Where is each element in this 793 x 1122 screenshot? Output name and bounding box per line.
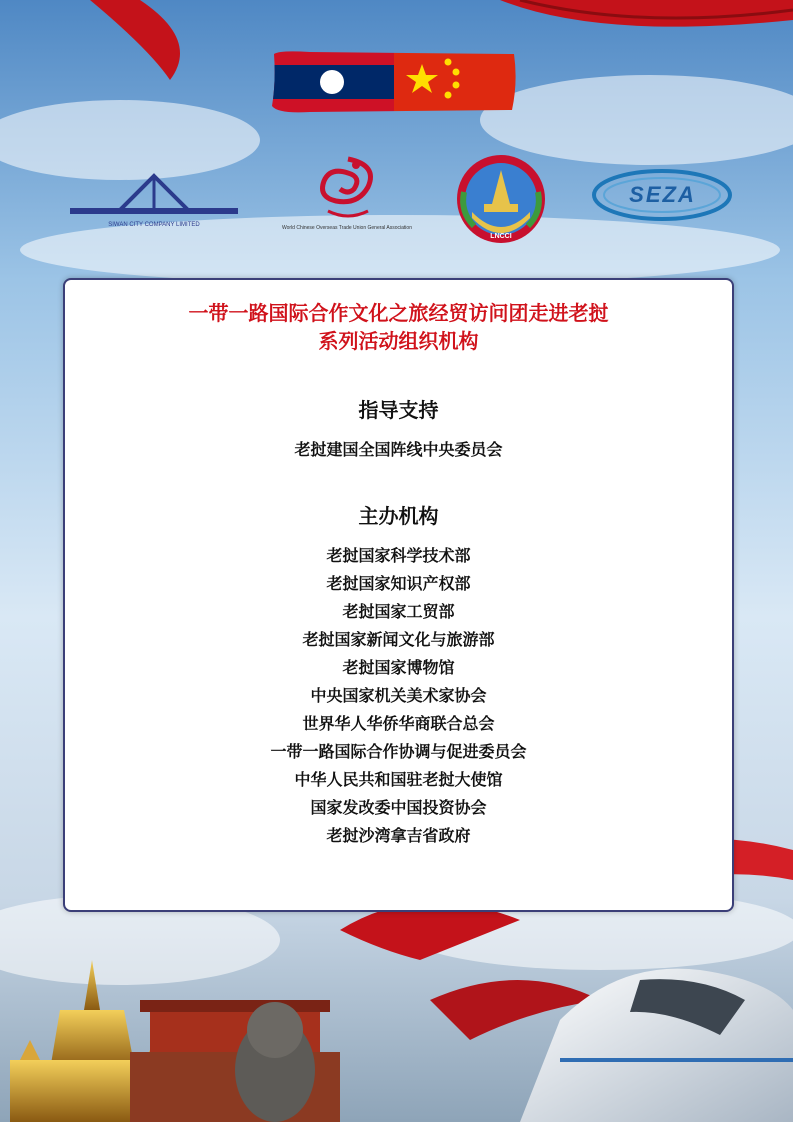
organizer-item: 国家发改委中国投资协会 bbox=[310, 798, 487, 817]
organizer-item: 世界华人华侨华商联合总会 bbox=[302, 714, 495, 733]
siwan-bridge-logo bbox=[68, 170, 240, 222]
siwan-logo-text: SIWAN CITY COMPANY LIMITED bbox=[108, 222, 200, 228]
organizer-item: 老挝沙湾拿吉省政府 bbox=[326, 826, 471, 845]
card-title-line1: 一带一路国际合作文化之旅经贸访问团走进老挝 bbox=[188, 301, 609, 325]
organization-card bbox=[63, 278, 734, 912]
organizer-item: 老挝国家新闻文化与旅游部 bbox=[302, 630, 495, 649]
organizer-item: 老挝国家科学技术部 bbox=[326, 546, 471, 565]
guidance-heading: 指导支持 bbox=[358, 398, 439, 422]
organizer-item: 老挝国家工贸部 bbox=[342, 602, 455, 621]
dragon-logo bbox=[308, 155, 388, 225]
organizer-item: 老挝国家博物馆 bbox=[342, 658, 455, 677]
organizers-heading: 主办机构 bbox=[358, 504, 439, 528]
card-title-line2: 系列活动组织机构 bbox=[318, 329, 479, 353]
organizer-item: 中华人民共和国驻老挝大使馆 bbox=[294, 770, 503, 789]
organizer-item: 老挝国家知识产权部 bbox=[326, 574, 471, 593]
laos-china-flags bbox=[270, 48, 518, 116]
lncci-emblem-logo bbox=[452, 152, 550, 246]
lncci-logo-text: LNCCI bbox=[490, 233, 512, 240]
guidance-item: 老挝建国全国阵线中央委员会 bbox=[294, 440, 503, 459]
wcotu-logo-text: World Chinese Overseas Trade Union General Association bbox=[282, 225, 412, 231]
organizer-item: 一带一路国际合作协调与促进委员会 bbox=[270, 742, 527, 761]
seza-logo-text: SEZA bbox=[629, 182, 696, 207]
organizer-item: 中央国家机关美术家协会 bbox=[310, 686, 487, 705]
